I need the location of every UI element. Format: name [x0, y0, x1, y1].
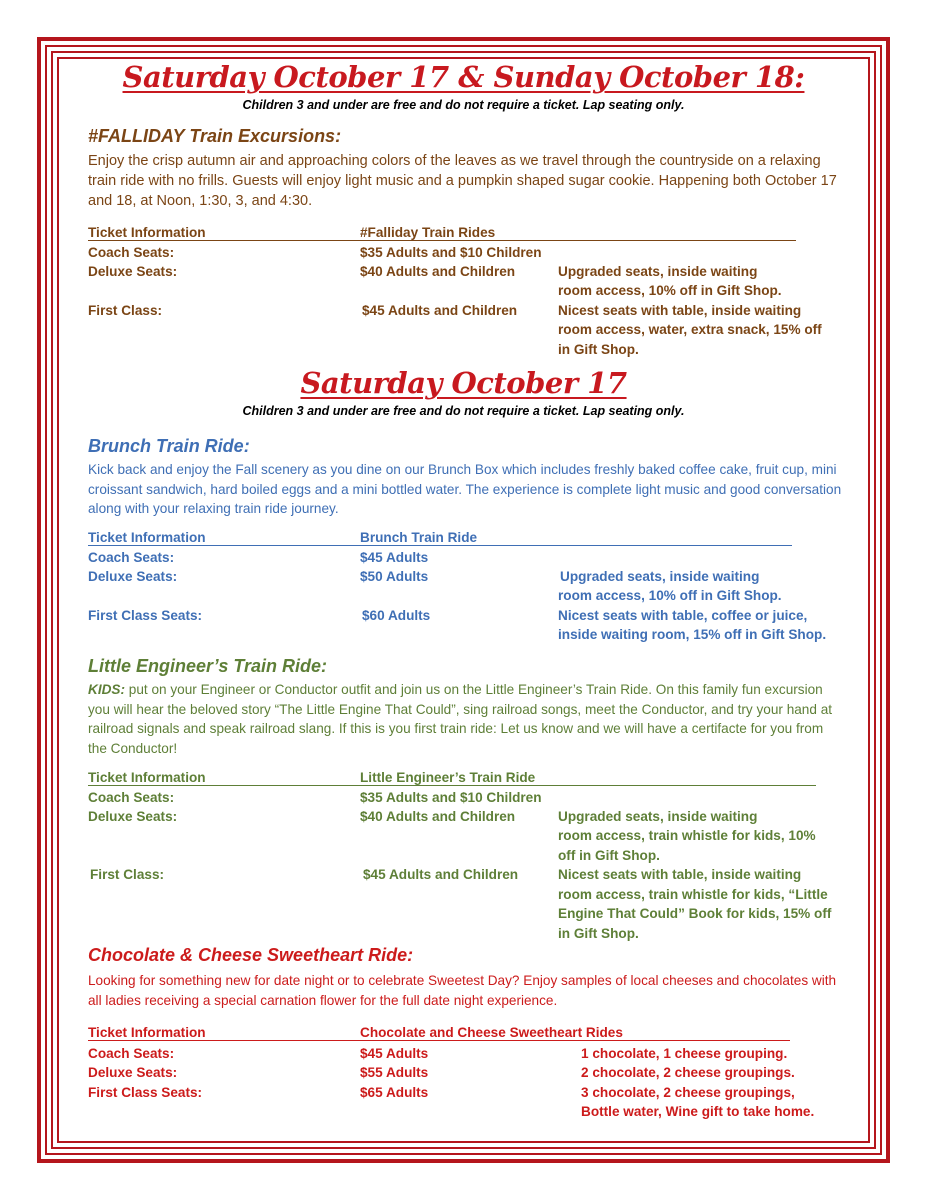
falliday-first-perks-1: Nicest seats with table, inside waiting	[558, 303, 802, 318]
brunch-deluxe-perks-2: room access, 10% off in Gift Shop.	[558, 588, 782, 603]
brunch-first-label: First Class Seats:	[88, 608, 203, 623]
chocolate-description: Looking for something new for date night or to celebrate Sweetest Day? Enjoy samples of local cheeses and chocolates with all ladies receiving a special carnation flower for the full date night experience.	[88, 973, 837, 1008]
engineer-heading: Little Engineer’s Train Ride:	[88, 656, 328, 676]
chocolate-deluxe-perks: 2 chocolate, 2 cheese groupings.	[581, 1065, 795, 1080]
chocolate-coach-price: $45 Adults	[360, 1046, 429, 1061]
chocolate-header-rides: Chocolate and Cheese Sweetheart Rides	[360, 1025, 623, 1040]
chocolate-coach-perks: 1 chocolate, 1 cheese grouping.	[581, 1046, 788, 1061]
engineer-deluxe-perks-1: Upgraded seats, inside waiting	[558, 809, 758, 824]
brunch-coach-price: $45 Adults	[360, 550, 429, 565]
falliday-first-perks-2: room access, water, extra snack, 15% off	[558, 322, 822, 337]
weekend-children-note: Children 3 and under are free and do not require a ticket. Lap seating only.	[242, 98, 685, 112]
falliday-heading: #FALLIDAY Train Excursions:	[88, 126, 342, 146]
falliday-deluxe-perks-1: Upgraded seats, inside waiting	[558, 264, 758, 279]
saturday-title: Saturday October 17	[300, 366, 627, 400]
engineer-coach-label: Coach Seats:	[88, 790, 175, 805]
falliday-header-rides: #Falliday Train Rides	[360, 225, 496, 240]
chocolate-heading: Chocolate & Cheese Sweetheart Ride:	[88, 945, 414, 965]
brunch-deluxe-label: Deluxe Seats:	[88, 569, 178, 584]
engineer-coach-price: $35 Adults and $10 Children	[360, 790, 542, 805]
chocolate-first-perks-2: Bottle water, Wine gift to take home.	[581, 1104, 815, 1119]
engineer-first-perks-3: Engine That Could” Book for kids, 15% off	[558, 906, 832, 921]
weekend-title: Saturday October 17 & Sunday October 18:	[122, 60, 805, 94]
falliday-first-label: First Class:	[88, 303, 163, 318]
falliday-header-rule	[88, 240, 796, 241]
falliday-first-perks-3: in Gift Shop.	[558, 342, 639, 357]
engineer-deluxe-perks-2: room access, train whistle for kids, 10%	[558, 828, 816, 843]
falliday-header-ticket: Ticket Information	[88, 225, 206, 240]
falliday-coach-price: $35 Adults and $10 Children	[360, 245, 542, 260]
brunch-deluxe-price: $50 Adults	[360, 569, 429, 584]
engineer-deluxe-label: Deluxe Seats:	[88, 809, 178, 824]
chocolate-deluxe-label: Deluxe Seats:	[88, 1065, 178, 1080]
engineer-first-label: First Class:	[90, 867, 165, 882]
chocolate-first-label: First Class Seats:	[88, 1085, 203, 1100]
chocolate-coach-label: Coach Seats:	[88, 1046, 175, 1061]
falliday-deluxe-price: $40 Adults and Children	[360, 264, 516, 279]
engineer-deluxe-price: $40 Adults and Children	[360, 809, 516, 824]
falliday-deluxe-label: Deluxe Seats:	[88, 264, 178, 279]
falliday-first-price: $45 Adults and Children	[362, 303, 518, 318]
brunch-first-perks-1: Nicest seats with table, coffee or juice,	[558, 608, 808, 623]
engineer-header-rule	[88, 785, 816, 786]
engineer-first-perks-4: in Gift Shop.	[558, 926, 639, 941]
engineer-header-ticket: Ticket Information	[88, 770, 206, 785]
kids-label: KIDS:	[88, 682, 126, 697]
chocolate-first-price: $65 Adults	[360, 1085, 429, 1100]
engineer-header-ride: Little Engineer’s Train Ride	[360, 770, 536, 785]
engineer-first-perks-1: Nicest seats with table, inside waiting	[558, 867, 802, 882]
saturday-children-note: Children 3 and under are free and do not require a ticket. Lap seating only.	[242, 404, 685, 418]
engineer-deluxe-perks-3: off in Gift Shop.	[558, 848, 660, 863]
brunch-coach-label: Coach Seats:	[88, 550, 175, 565]
falliday-description: Enjoy the crisp autumn air and approaching colors of the leaves as we travel through the countryside on a relaxing train ride with no frills. Guests will enjoy light music and a pumpkin shaped sugar cookie. Happening both October 17 and 18, at Noon, 1:30, 3, and 4:30.	[88, 153, 837, 209]
chocolate-header-ticket: Ticket Information	[88, 1025, 206, 1040]
engineer-first-price: $45 Adults and Children	[363, 867, 519, 882]
engineer-first-perks-2: room access, train whistle for kids, “Little	[558, 887, 828, 902]
brunch-heading: Brunch Train Ride:	[88, 436, 250, 456]
brunch-header-ride: Brunch Train Ride	[360, 530, 478, 545]
chocolate-deluxe-price: $55 Adults	[360, 1065, 429, 1080]
engineer-description-text: put on your Engineer or Conductor outfit and join us on the Little Engineer’s Train Ride. On this family fun excursion you will hear the beloved story “The Little Engine That Could”, sing railroad songs, meet the Conductor, and try your hand at railroad signals and speak railroad slang. If this is you first train ride: Let us know and we will have a certifacte for you from the Conductor!	[88, 682, 833, 756]
chocolate-header-rule	[88, 1040, 790, 1041]
falliday-deluxe-perks-2: room access, 10% off in Gift Shop.	[558, 283, 782, 298]
brunch-first-perks-2: inside waiting room, 15% off in Gift Shop.	[558, 627, 827, 642]
brunch-header-rule	[88, 545, 792, 546]
brunch-first-price: $60 Adults	[362, 608, 431, 623]
falliday-coach-label: Coach Seats:	[88, 245, 175, 260]
chocolate-first-perks-1: 3 chocolate, 2 cheese groupings,	[581, 1085, 795, 1100]
brunch-header-ticket: Ticket Information	[88, 530, 206, 545]
brunch-description: Kick back and enjoy the Fall scenery as you dine on our Brunch Box which includes freshly baked coffee cake, fruit cup, mini croissant sandwich, hard boiled eggs and a mini bottled water. The experience is complete light music and good conversation along with your relaxing train ride journey.	[88, 462, 842, 516]
brunch-deluxe-perks-1: Upgraded seats, inside waiting	[560, 569, 760, 584]
engineer-description	[88, 680, 843, 758]
